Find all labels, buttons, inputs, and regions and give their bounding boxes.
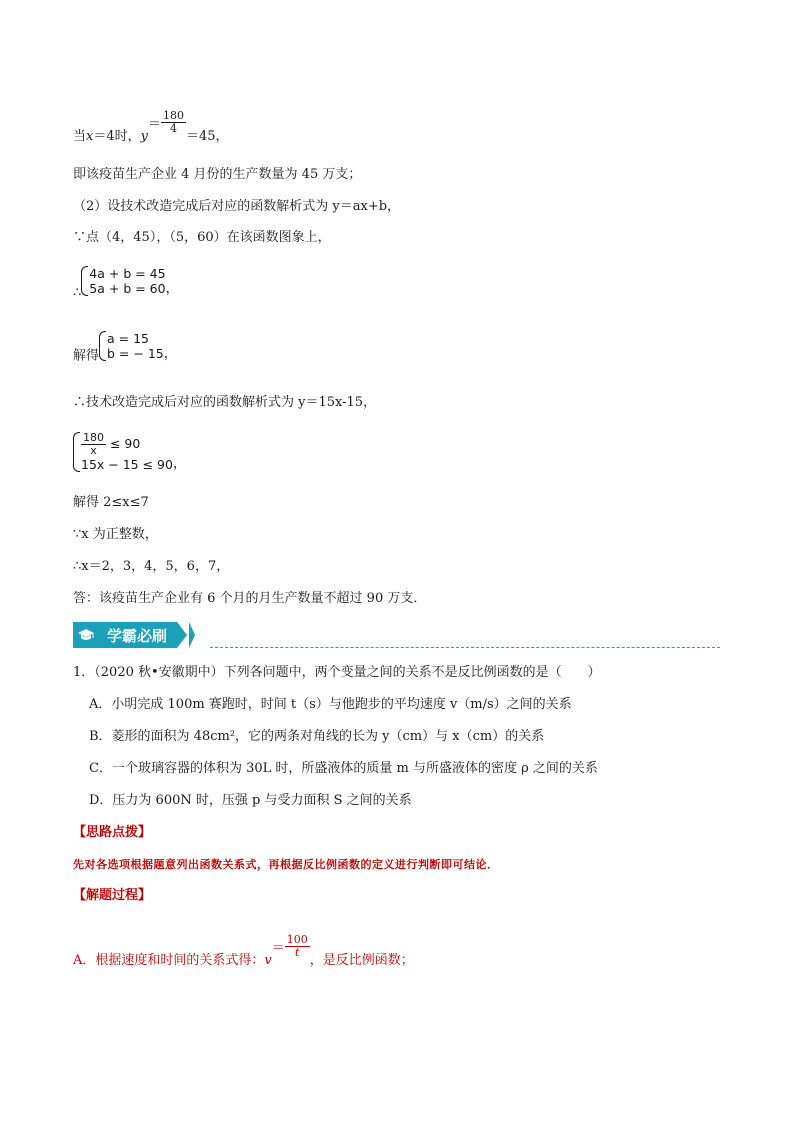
process-line-a: A．根据速度和时间的关系式得：v＝ $\frac{100}{t}$ ，是反比例函数； — [73, 933, 414, 968]
fraction-180-over-4: $\frac{180}{4}$ — [163, 109, 185, 135]
solution-line-range: 解得 2≤x≤7 — [73, 495, 149, 510]
solution-line-function: ∴技术改造完成后对应的函数解析式为 y＝15x-15， — [73, 395, 377, 410]
hint-heading: 【思路点拨】 — [73, 825, 152, 840]
solution-line-integer: ∵x 为正整数， — [73, 527, 158, 542]
question-stem: 1．（2020 秋•安徽期中）下列各问题中，两个变量之间的关系不是反比例函数的是（ ） — [73, 665, 601, 680]
process-heading: 【解题过程】 — [73, 888, 152, 903]
inequality-system: $\frac{180}{x}$ ≤ 90 15x − 15 ≤ 90 ， — [73, 432, 186, 474]
hint-text: 先对各选项根据题意列出函数关系式，再根据反比例函数的定义进行判断即可结论． — [73, 858, 499, 871]
solution-line-answer: 答：该疫苗生产企业有 6 个月的月生产数量不超过 90 万支． — [73, 591, 427, 606]
option-a: A．小明完成 100m 赛跑时，时间 t（s）与他跑步的平均速度 v（m/s）之间的关系 — [89, 697, 572, 712]
section-banner — [73, 622, 195, 648]
equation-system-solution: 解得 a = 15 b = − 15 ， — [73, 331, 177, 364]
option-b: B．菱形的面积为 48cm²，它的两条对角线的长为 y（cm）与 x（cm）的关系 — [89, 729, 545, 744]
fraction-100-over-t: $\frac{100}{t}$ — [286, 933, 308, 959]
solution-line-part2: （2）设技术改造完成后对应的函数解析式为 y＝ax+b， — [73, 199, 401, 214]
solution-line-x4: 当x＝4时，y＝ $\frac{180}{4}$ ＝45， — [73, 109, 229, 144]
equation-system-1: ∴ 4a + b = 45 5a + b = 60 ， — [73, 266, 179, 301]
solution-line-values: ∴x＝2，3，4，5，6，7， — [73, 559, 230, 574]
option-d: D．压力为 600N 时，压强 p 与受力面积 S 之间的关系 — [89, 793, 412, 808]
solution-line-points: ∵点（4，45），（5，60）在该函数图象上， — [73, 230, 331, 245]
option-c: C．一个玻璃容器的体积为 30L 时，所盛液体的质量 m 与所盛液体的密度 ρ 之间的关系 — [89, 761, 598, 776]
solution-line-april: 即该疫苗生产企业 4 月份的生产数量为 45 万支； — [73, 167, 362, 182]
section-divider — [210, 647, 720, 648]
graduation-cap-icon — [73, 622, 99, 648]
section-title: 学霸必刷 — [99, 622, 177, 648]
